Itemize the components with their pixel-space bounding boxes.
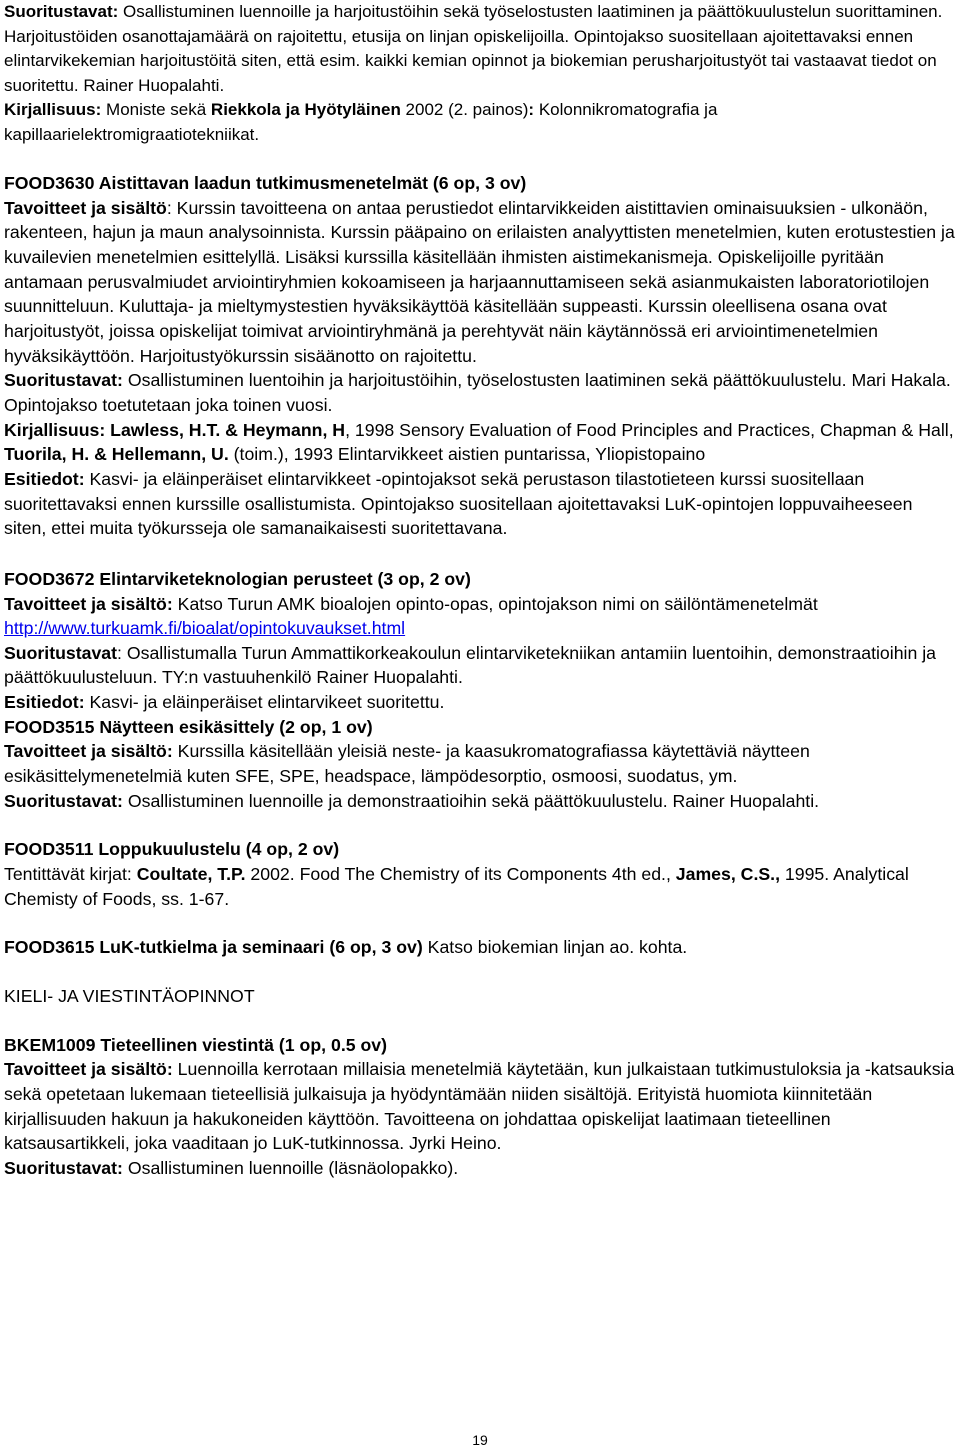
bold-text-run: Kirjallisuus: [4,100,102,119]
bold-text-run: Esitiedot: [4,468,85,489]
text-run: Katso Turun AMK bioalojen opinto-opas, opintojakson nimi on säilöntämenetelmät [172,593,818,614]
section-food3615 [4,935,958,960]
bold-text-run: Tavoitteet ja sisältö [4,197,167,218]
text-run: Kurssilla käsitellään yleisiä neste- ja kaasukromatografiassa käytettäviä näytteen esikäsittelymenetelmiä kuten SFE, SPE, headspace, lämpödesorptio, osmoosi, suodatus, ym. [4,741,810,787]
bold-text-run: BKEM1009 Tieteellinen viestintä (1 op, 0.5 ov) [4,1034,388,1055]
text-run: Katso biokemian linjan ao. kohta. [422,937,688,958]
bold-text-run: FOOD3515 Näytteen esikäsittely (2 op, 1 ov) [4,716,373,737]
bold-text-run: Esitiedot: [4,692,85,713]
bold-text-run: Kirjallisuus: Lawless, H.T. & Heymann, H [4,419,346,440]
text-run: Kasvi- ja eläinperäiset elintarvikeet suoritettu. [84,692,445,713]
text-run: Osallistuminen luennoille (läsnäolopakko). [122,1157,459,1178]
section-food3630 [4,171,958,541]
bold-text-run: James, C.S., [675,864,780,885]
bold-text-run: FOOD3615 LuK-tutkielma ja seminaari (6 op, 3 ov) [4,937,423,958]
bold-text-run: Tuorila, H. & Hellemann, U. [4,444,229,465]
bold-text-run: FOOD3672 Elintarviketeknologian perusteet (3 op, 2 ov) [4,568,471,589]
bold-text-run: Tavoitteet ja sisältö: [4,1059,173,1080]
bold-text-run: Coultate, T.P. [136,864,246,885]
text-run: Osallistuminen luennoille ja demonstraatioihin sekä päättökuulustelu. Rainer Huopalahti. [122,790,820,811]
section-food3511 [4,837,958,911]
bold-text-run: Riekkola ja Hyötyläinen [210,100,401,119]
text-run: Osallistuminen luentoihin ja harjoitustöihin, työselostusten laatiminen sekä päättökuulustelu. Mari Hakala. Opintojakso toetutetaan joka toinen vuosi. [4,370,951,415]
bold-text-run: Suoritustavat: [4,1157,123,1178]
bold-text-run: Tavoitteet ja sisältö: [4,593,173,614]
text-run: Luennoilla kerrotaan millaisia menetelmiä käytetään, kun julkaistaan tutkimustuloksia ja -katsauksia sekä opetetaan lukemaan tieteellisiä julkaisuja ja hyödyntämään niiden sisältöjä. Erityistä huomiota kiinnitetään kirjallisuuden hakuun ja hakukoneiden käyttöön. Tavoitteena on johdattaa opiskelijat laatimaan tieteellinen katsausartikkeli, joka vaaditaan jo LuK-tutkinnossa. Jyrki Heino. [4,1059,955,1154]
text-run: Kolonnikromatografia ja kapillaarielektromigraatiotekniikat. [4,100,718,144]
bold-text-run: : [528,100,535,119]
heading-kieli-ja-viestinta [4,984,958,1009]
bold-text-run: Suoritustavat: [4,370,123,391]
text-run: , 1998 Sensory Evaluation of Food Principles and Practices, Chapman & Hall, [345,419,954,440]
course-description-link[interactable]: http://www.turkuamk.fi/bioalat/opintokuvaukset.html [4,618,406,639]
bold-text-run: Suoritustavat: [4,2,119,21]
bold-text-run: Suoritustavat: [4,790,123,811]
bold-text-run: FOOD3630 Aistittavan laadun tutkimusmenetelmät (6 op, 3 ov) [4,173,527,193]
bold-text-run: Suoritustavat [4,642,118,663]
text-run: : Kurssin tavoitteena on antaa perustiedot elintarvikkeiden aistittavien ominaisuuksien - ulkonäön, rakenteen, hajun ja maun analysoinnista. Kurssin pääpaino on erilaisten analyyttisten menetelmien, kuten erotustestien ja kuvailevien menetelmien esittelyllä. Lisäksi kurssilla käsitellään ihmisten aistimekanismeja. Opiskelijoille pyritään antamaan perusvalmiudet arviointiryhmien kokoamiseen ja harjaannuttamiseen sekä asianmukaisten laboratoriotilojen suunnitteluun. Kuluttaja- ja mieltymystestien hyväksikäyttöä käsitellään suppeasti. Kurssin oleellisena osana ovat harjoitustyöt, joissa opiskelijat toimivat arviointiryhmänä ja perehtyvät näin käytännössä eri arviointimenetelmien hyväksikäyttöön. Harjoitustyökurssin sisäänotto on rajoitettu. [4,197,955,366]
text-run: 2002 (2. painos) [400,100,529,119]
text-run: Tentittävät kirjat: [4,864,137,885]
text-run: (toim.), 1993 Elintarvikkeet aistien puntarissa, Yliopistopaino [228,444,706,465]
section-bkem1009 [4,1033,958,1181]
text-run: 2002. Food The Chemistry of its Components 4th ed., [245,864,676,885]
text-run: Osallistuminen luennoille ja harjoitustöihin sekä työselostusten laatiminen ja päättökuulustelun suorittaminen. Harjoitustöiden osanottajamäärä on rajoitettu, etusija on linjan opiskelijoilla. Opintojakso suositellaan ajoitettavaksi ennen elintarvikekemian harjoitustöitä siten, että esim. kaikki kemian opinnot ja biokemian perusharjoitustyöt tai vastaavat tiedot on suoritettu. Rainer Huopalahti. [4,2,943,95]
text-run: : Osallistumalla Turun Ammattikorkeakoulun elintarviketekniikan antamiin luentoihin, demonstraatioihin ja päättökuulusteluun. TY:n vastuuhenkilö Rainer Huopalahti. [4,642,936,688]
text-run: Moniste sekä [101,100,211,119]
text-run: 1995. Analytical Chemisty of Foods, ss. 1-67. [4,864,909,909]
paragraph-kirjallisuus-intro [4,98,958,147]
section-food3672-food3515 [4,567,958,814]
text-run: KIELI- JA VIESTINTÄOPINNOT [4,986,255,1007]
document-page [4,0,958,1181]
bold-text-run: Tavoitteet ja sisältö: [4,741,173,762]
paragraph-suoritustavat-intro [4,0,958,98]
page-number: 19 [472,1432,488,1448]
text-run: Kasvi- ja eläinperäiset elintarvikkeet -opintojaksot sekä perustason tilastotieteen kurssi suositellaan suoritettavaksi ennen kurssille osallistumista. Opintojakso suositellaan ajoitettavaksi LuK-opintojen loppuvaiheeseen siten, ettei muita työkursseja ole samanaikaisesti suoritettavana. [4,468,913,539]
bold-text-run: FOOD3511 Loppukuulustelu (4 op, 2 ov) [4,839,340,860]
